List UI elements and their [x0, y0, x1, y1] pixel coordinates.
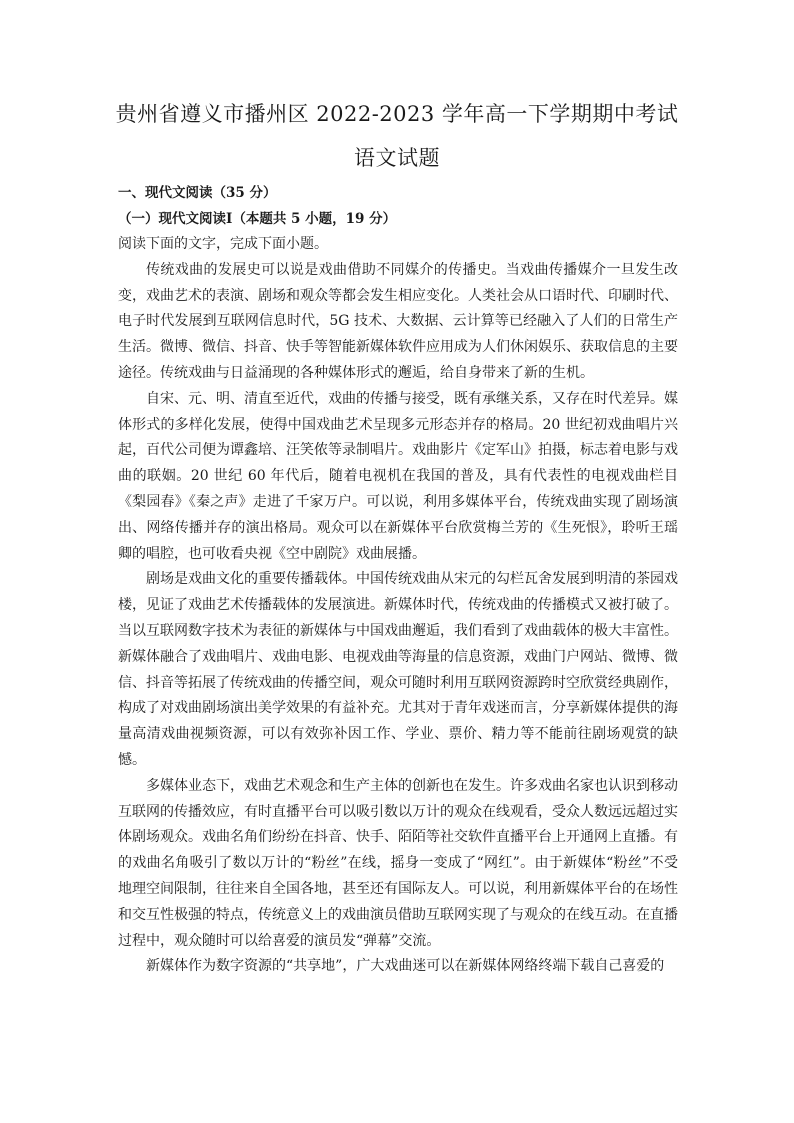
exam-title: 贵州省遵义市播州区 2022-2023 学年高一下学期期中考试 — [115, 102, 679, 126]
passage-paragraph-4: 多媒体业态下，戏曲艺术观念和生产主体的创新也在发生。许多戏曲名家也认识到移动互联网的传播效应，有时直播平台可以吸引数以万计的观众在线观看，受众人数远远超过实体剧场观众。戏曲名角们纷纷在抖音、快手、陌陌等社交软件直播平台上开通网上直播。有的戏曲名角吸引了数以万计的“粉丝”在线，摇身一变成了“网红”。由于新媒体“粉丝”不受地理空间限制，往往来自全国各地，甚至还有国际友人。可以说，利用新媒体平台的在场性和交互性极强的特点，传统意义上的戏曲演员借助互联网实现了与观众的在线互动。在直播过程中，观众随时可以给喜爱的演员发“弹幕”交流。 — [118, 777, 678, 949]
passage-paragraph-3: 剧场是戏曲文化的重要传播载体。中国传统戏曲从宋元的勾栏瓦舍发展到明清的茶园戏楼，见证了戏曲艺术传播载体的发展演进。新媒体时代，传统戏曲的传播模式又被打破了。当以互联网数字技术为表征的新媒体与中国戏曲邂逅，我们看到了戏曲载体的极大丰富性。新媒体融合了戏曲唱片、戏曲电影、电视戏曲等海量的信息资源，戏曲门户网站、微博、微信、抖音等拓展了传统戏曲的传播空间，观众可随时利用互联网资源跨时空欣赏经典剧作，构成了对戏曲剧场演出美学效果的有益补充。尤其对于青年戏迷而言，分享新媒体提供的海量高清戏曲视频资源，可以有效弥补因工作、学业、票价、精力等不能前往剧场观赏的缺憾。 — [118, 571, 678, 768]
exam-subtitle: 语文试题 — [354, 146, 440, 170]
reading-passage — [118, 232, 678, 980]
passage-paragraph-2: 自宋、元、明、清直至近代，戏曲的传播与接受，既有承继关系，又存在时代差异。媒体形式的多样化发展，使得中国戏曲艺术呈现多元形态并存的格局。20 世纪初戏曲唱片兴起，百代公司便为谭鑫培、汪笑侬等录制唱片。戏曲影片《定军山》拍摄，标志着电影与戏曲的联姻。20 世纪 60 年代后，随着电视机在我国的普及，具有代表性的电视戏曲栏目《梨园春》《秦之声》走进了千家万户。可以说，利用多媒体平台，传统戏曲实现了剧场演出、网络传播并存的演出格局。观众可以在新媒体平台欣赏梅兰芳的《生死恨》，聆听王瑶卿的唱腔，也可收看央视《空中剧院》戏曲展播。 — [118, 390, 678, 562]
instruction-text: 阅读下面的文字，完成下面小题。 — [118, 236, 328, 252]
passage-paragraph-1: 传统戏曲的发展史可以说是戏曲借助不同媒介的传播史。当戏曲传播媒介一旦发生改变，戏曲艺术的表演、剧场和观众等都会发生相应变化。人类社会从口语时代、印刷时代、电子时代发展到互联网信息时代，5G 技术、大数据、云计算等已经融入了人们的日常生产生活。微博、微信、抖音、快手等智能新媒体软件应用成为人们休闲娱乐、获取信息的主要途径。传统戏曲与日益涌现的各种媒体形式的邂逅，给自身带来了新的生机。 — [118, 261, 678, 381]
passage-paragraph-5: 新媒体作为数字资源的“共享地”，广大戏曲迷可以在新媒体网络终端下载自己喜爱的 — [146, 958, 665, 975]
subsection-heading: （一）现代文阅读Ⅰ（本题共 5 小题，19 分） — [118, 211, 397, 227]
section-heading: 一、现代文阅读（35 分） — [118, 185, 277, 201]
